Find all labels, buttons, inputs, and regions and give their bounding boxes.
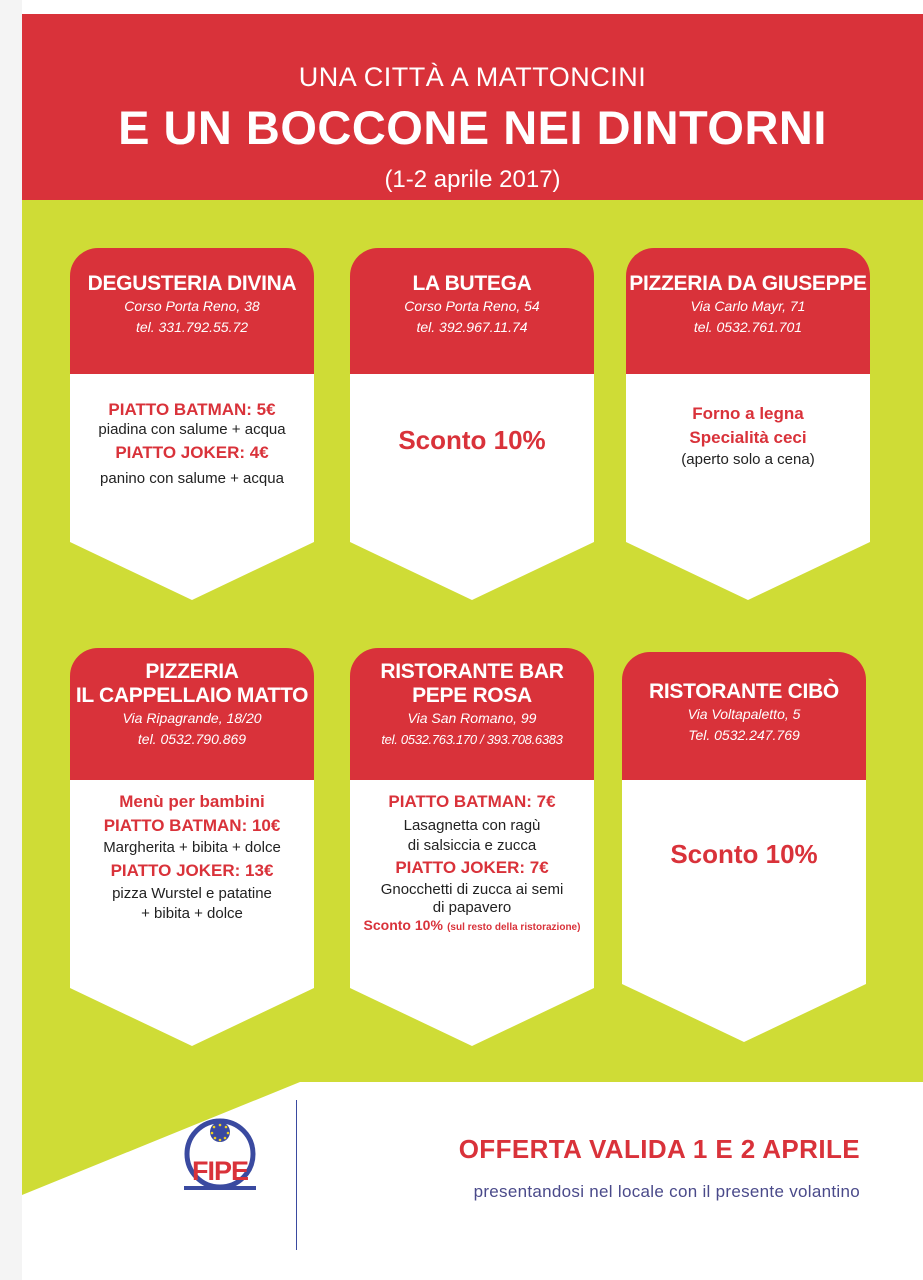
card-il-cappellaio-matto — [70, 648, 314, 1046]
offer-discount: Sconto 10% — [363, 917, 443, 933]
card-la-butega — [350, 248, 594, 600]
card-phone: tel. 392.967.11.74 — [416, 319, 528, 335]
offer-batman-desc-2: di salsiccia e zucca — [407, 837, 537, 854]
card-name-line1: PIZZERIA — [145, 660, 239, 683]
card-arrow — [622, 984, 866, 1042]
offer-joker-desc: pizza Wurstel e patatine — [112, 885, 272, 902]
card-body — [350, 374, 594, 542]
card-name: PIZZERIA DA GIUSEPPE — [629, 272, 867, 295]
offer-joker-desc: panino con salume + acqua — [100, 470, 284, 487]
card-phone: tel. 0532.761.701 — [693, 319, 803, 335]
card-pepe-rosa — [350, 648, 594, 1046]
card-arrow — [350, 542, 594, 600]
card-body — [70, 374, 314, 542]
card-body — [626, 374, 870, 542]
card-header — [626, 248, 870, 374]
offer-joker: PIATTO JOKER: 13€ — [110, 861, 274, 880]
card-body — [622, 780, 866, 984]
offer-validity-subtitle: presentandosi nel locale con il presente volantino — [473, 1182, 860, 1201]
card-address: Via Ripagrande, 18/20 — [122, 710, 262, 726]
card-arrow — [70, 988, 314, 1046]
card-ristorante-cibo — [622, 652, 866, 1042]
offer-batman: PIATTO BATMAN: 5€ — [108, 400, 276, 419]
header-banner — [22, 14, 923, 200]
fipe-logo-text: FIPE — [191, 1156, 248, 1186]
offer-batman: PIATTO BATMAN: 10€ — [103, 816, 281, 835]
offer-joker-desc-2: di papavero — [432, 899, 512, 916]
card-body — [350, 780, 594, 988]
footer-divider — [296, 1100, 297, 1250]
card-header — [350, 248, 594, 374]
card-address: Via Carlo Mayr, 71 — [690, 298, 806, 314]
offer-validity-title: OFFERTA VALIDA 1 E 2 APRILE — [458, 1134, 860, 1164]
card-name-line2: PEPE ROSA — [412, 684, 532, 707]
offer-batman-desc: piadina con salume + acqua — [98, 421, 286, 438]
offer-joker-desc: Gnocchetti di zucca ai semi — [380, 881, 564, 898]
offer-discount: Sconto 10% — [670, 839, 818, 869]
card-name: RISTORANTE CIBÒ — [649, 680, 839, 703]
offer-discount-note: (sul resto della ristorazione) — [447, 922, 581, 933]
card-body — [70, 780, 314, 988]
offer-discount: Sconto 10% — [398, 425, 546, 455]
card-name-line2: IL CAPPELLAIO MATTO — [75, 684, 309, 707]
card-header — [622, 652, 866, 780]
header-title: E UN BOCCONE NEI DINTORNI — [118, 101, 827, 154]
offer-joker-desc-2: + bibita + dolce — [141, 905, 243, 922]
card-address: Corso Porta Reno, 38 — [124, 298, 260, 314]
card-header — [70, 248, 314, 374]
card-name: DEGUSTERIA DIVINA — [87, 272, 297, 295]
card-phone: tel. 331.792.55.72 — [135, 319, 249, 335]
offer-joker: PIATTO JOKER: 4€ — [115, 443, 269, 462]
card-arrow — [350, 988, 594, 1046]
offer-discount-line — [350, 916, 594, 937]
card-header — [70, 648, 314, 780]
card-address: Corso Porta Reno, 54 — [404, 298, 540, 314]
feature-oven: Forno a legna — [692, 404, 804, 423]
card-phone: Tel. 0532.247.769 — [688, 727, 800, 743]
card-address: Via San Romano, 99 — [407, 710, 537, 726]
card-header — [350, 648, 594, 780]
card-name: LA BUTEGA — [412, 272, 532, 295]
fipe-logo — [182, 1116, 258, 1216]
card-address: Via Voltapaletto, 5 — [687, 706, 801, 722]
header-dates: (1-2 aprile 2017) — [384, 166, 561, 193]
offer-batman-desc: Margherita + bibita + dolce — [103, 839, 281, 856]
card-pizzeria-da-giuseppe — [626, 248, 870, 600]
card-arrow — [70, 542, 314, 600]
kids-menu: Menù per bambini — [119, 792, 265, 811]
card-arrow — [626, 542, 870, 600]
offer-batman-desc: Lasagnetta con ragù — [403, 817, 541, 834]
card-name-line1: RISTORANTE BAR — [380, 660, 564, 683]
offer-batman: PIATTO BATMAN: 7€ — [388, 792, 556, 811]
offer-joker: PIATTO JOKER: 7€ — [395, 858, 549, 877]
feature-hours: (aperto solo a cena) — [681, 451, 815, 468]
card-phone: tel. 0532.790.869 — [137, 731, 247, 747]
feature-specialty: Specialità ceci — [689, 428, 807, 447]
card-degusteria-divina — [70, 248, 314, 600]
header-subtitle: UNA CITTÀ A MATTONCINI — [298, 62, 647, 92]
card-phone: tel. 0532.763.170 / 393.708.6383 — [381, 732, 563, 747]
